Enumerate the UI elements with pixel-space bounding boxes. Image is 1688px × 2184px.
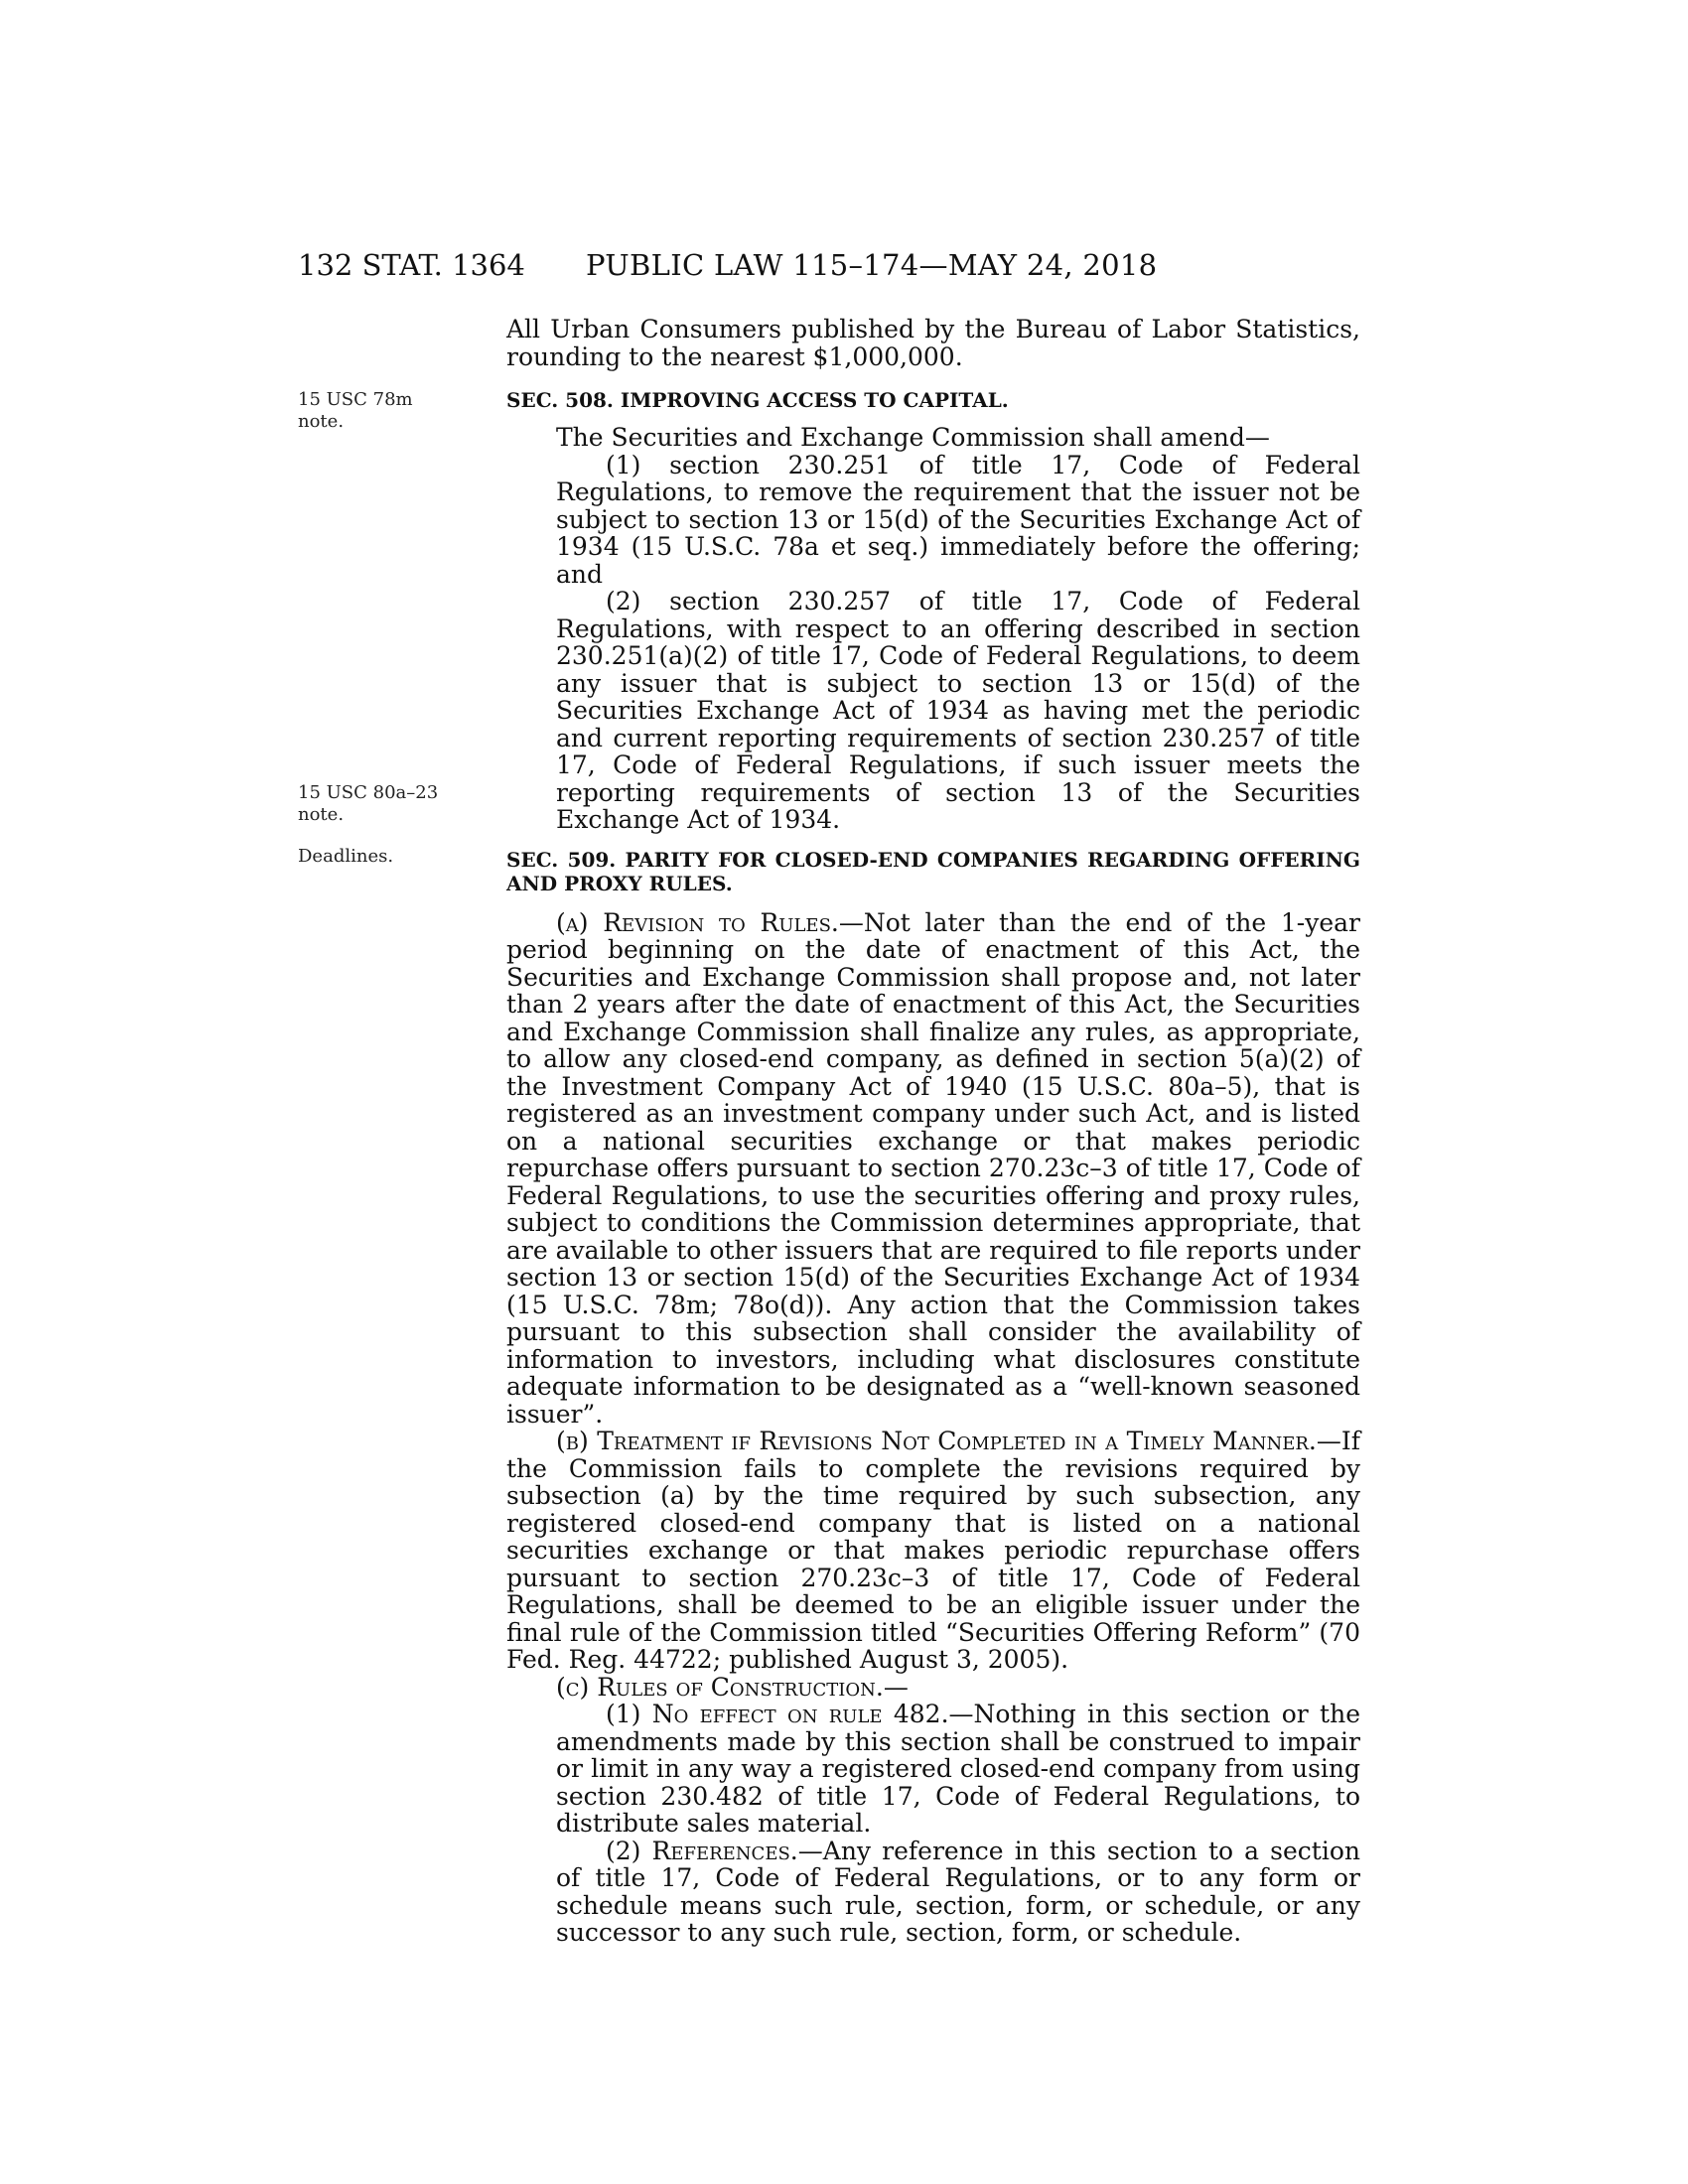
margin-note-line: note. <box>298 804 345 825</box>
section-508-item-2: (2) section 230.257 of title 17, Code of Federal Regulations, with respect to an offering described in section 230.251(a)(2) of title 17, Code of Federal Regulations, to deem any issuer that is subject to section 13 or 15(d) of the Securities Exchange Act of 1934 as having met the periodic and current reporting requirements of section 230.257 of title 17, Code of Federal Regulations, if such issuer meets the reporting requirements of section 13 of the Securities Exchange Act of 1934. <box>556 587 1360 834</box>
subsection-c-heading <box>506 1674 1360 1702</box>
subsection-a-text: Not later than the end of the 1-year period beginning on the date of enactment of this Act, the Securities and Exchange Commission shall propose and, not later than 2 years after the date of enactment of this Act, the Securities and Exchange Commission shall finalize any rules, as appropriate, to allow any closed-end company, as defined in section 5(a)(2) of the Investment Company Act of 1940 (15 U.S.C. 80a–5), that is registered as an investment company under such Act, and is listed on a national securities exchange or that makes periodic repurchase offers pursuant to section 270.23c–3 of title 17, Code of Federal Regulations, to use the securities offering and proxy rules, subject to conditions the Commission determines appropriate, that are available to other issuers that are required to file reports under section 13 or section 15(d) of the Securities Exchange Act of 1934 (15 U.S.C. 78m; 78o(d)). Any action that the Commission takes pursuant to this subsection shall consider the availability of information to investors, including what disclosures constitute adequate information to be designated as a “well-known seasoned issuer”. <box>506 907 1360 1429</box>
page-header <box>298 248 1390 288</box>
margin-note-15-usc-80a-23 <box>298 782 447 826</box>
paragraph-c1 <box>506 1701 1360 1838</box>
section-508-item-1: (1) section 230.251 of title 17, Code of Federal Regulations, to remove the requirement that the issuer not be subject to section 13 or 15(d) of the Securities Exchange Act of 1934 (15 U.S.C. 78a et seq.) immediately before the offering; and <box>556 450 1360 589</box>
subsection-b-text: If the Commission fails to complete the revisions required by subsection (a) by the time required by such subsection, any registered closed-end company that is listed on a national securities exchange or that makes periodic repurchase offers pursuant to section 270.23c–3 of title 17, Code of Federal Regulations, shall be deemed to be an eligible issuer under the final rule of the Commission titled “Securities Offering Reform” (70 Fed. Reg. 44722; published August 3, 2005). <box>506 1427 1360 1674</box>
paragraph-c1-text: Nothing in this section or the amendments made by this section shall be construed to impair or limit in any way a registered closed-end company from using section 230.482 of title 17, Code of Federal Regulations, to distribute sales material. <box>556 1700 1360 1838</box>
margin-note-line: note. <box>298 411 345 432</box>
margin-note-line: 15 USC 80a–23 <box>298 782 439 803</box>
margin-note-line: 15 USC 78m <box>298 389 413 410</box>
margin-note-15-usc-78m <box>298 389 447 433</box>
paragraph-c2-text: Any reference in this section to a section of title 17, Code of Federal Regulations, or to any form or schedule means such rule, section, form, or schedule, or any successor to any such rule, section, form, or schedule. <box>556 1836 1360 1947</box>
continued-paragraph: All Urban Consumers published by the Bureau of Labor Statistics, rounding to the nearest $1,000,000. <box>506 315 1360 371</box>
subsection-b <box>506 1428 1360 1674</box>
public-law-title: PUBLIC LAW 115–174—MAY 24, 2018 <box>586 248 1158 282</box>
paragraph-c2-heading: (2) References.— <box>606 1836 823 1865</box>
paragraph-c1-heading: (1) No effect on rule 482.— <box>606 1700 974 1728</box>
section-508-heading: SEC. 508. IMPROVING ACCESS TO CAPITAL. <box>506 388 1009 412</box>
subsection-a-heading: (a) Revision to Rules.— <box>556 907 864 937</box>
subsection-a <box>506 909 1360 1429</box>
paragraph-c2 <box>506 1838 1360 1947</box>
margin-note-deadlines <box>298 846 447 868</box>
document-body <box>506 316 1360 1947</box>
section-509-heading: SEC. 509. PARITY FOR CLOSED-END COMPANIES REGARDING OFFERING AND PROXY RULES. <box>506 847 1360 895</box>
margin-note-line: Deadlines. <box>298 846 394 867</box>
section-508-intro: The Securities and Exchange Commission shall amend— <box>556 423 1270 452</box>
subsection-b-heading: (b) Treatment if Revisions Not Completed in a Timely Manner.— <box>556 1427 1341 1455</box>
statute-page-reference: 132 STAT. 1364 <box>298 248 525 282</box>
subsection-c-heading-text: (c) Rules of Construction.— <box>556 1672 909 1702</box>
